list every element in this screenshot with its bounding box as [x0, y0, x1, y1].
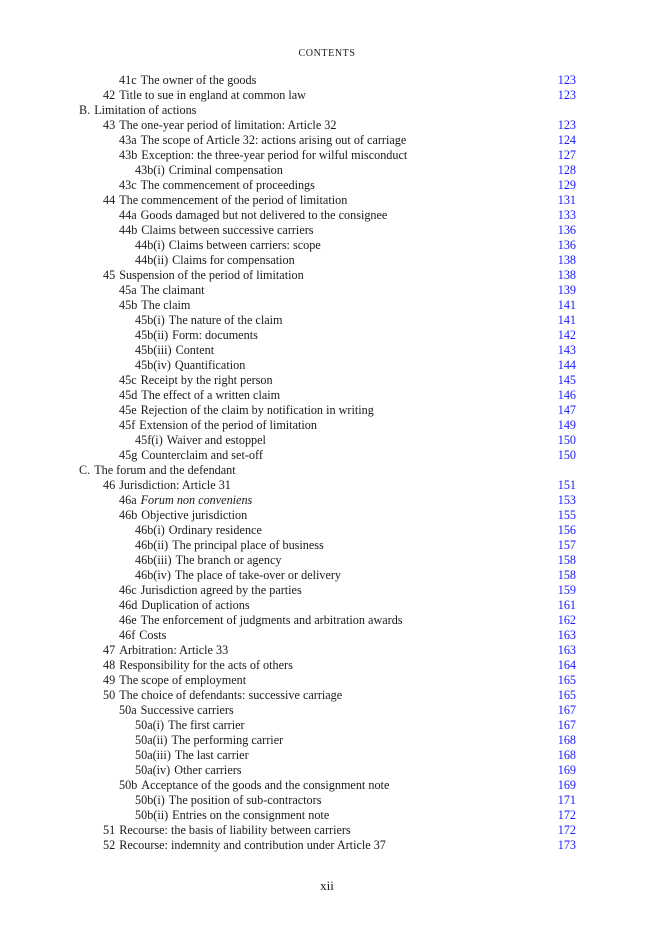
toc-entry-number: 45b: [119, 298, 138, 312]
toc-entry[interactable]: [79, 553, 576, 568]
toc-page-link[interactable]: 144: [557, 358, 576, 372]
toc-entry[interactable]: [79, 778, 576, 793]
toc-entry[interactable]: [79, 343, 576, 358]
toc-entry[interactable]: [79, 448, 576, 463]
toc-entry-number: 44b(i): [135, 238, 165, 252]
toc-entry-label: [135, 358, 245, 373]
toc-page-link[interactable]: 158: [557, 553, 576, 567]
toc-entry[interactable]: [79, 568, 576, 583]
toc-entry[interactable]: [79, 733, 576, 748]
toc-entry-title: Duplication of actions: [141, 598, 250, 612]
toc-entry[interactable]: [79, 238, 576, 253]
toc-entry[interactable]: [79, 538, 576, 553]
page-number: xii: [320, 878, 334, 893]
toc-entry-number: 46d: [119, 598, 138, 612]
toc-entry-title: The position of sub-contractors: [168, 793, 322, 807]
toc-entry-title: Successive carriers: [140, 703, 234, 717]
toc-entry-number: 44b(ii): [135, 253, 169, 267]
toc-entry[interactable]: [79, 253, 576, 268]
toc-entry-title: Objective jurisdiction: [141, 508, 248, 522]
toc-entry-title: The owner of the goods: [140, 73, 257, 87]
toc-entry[interactable]: [79, 523, 576, 538]
toc-entry-title: The claim: [141, 298, 191, 312]
toc-entry[interactable]: [79, 373, 576, 388]
toc-page-link[interactable]: 136: [557, 238, 576, 252]
toc-entry-number: 50a(i): [135, 718, 165, 732]
toc-entry-title: Waiver and estoppel: [166, 433, 266, 447]
toc-entry-label: [119, 628, 166, 643]
toc-entry[interactable]: [79, 418, 576, 433]
toc-page-link[interactable]: 151: [557, 478, 576, 492]
toc-entry[interactable]: [79, 358, 576, 373]
toc-page-link[interactable]: 167: [557, 718, 576, 732]
toc-page-link[interactable]: 172: [557, 823, 576, 837]
toc-entry[interactable]: [79, 193, 576, 208]
toc-page-link[interactable]: 146: [557, 388, 576, 402]
toc-page-link[interactable]: 150: [557, 448, 576, 462]
toc-page-link[interactable]: 123: [557, 73, 576, 87]
toc-entry-title: Recourse: indemnity and contribution under Article 37: [119, 838, 386, 852]
toc-entry-label: [103, 118, 336, 133]
toc-entry-number: 50b(ii): [135, 808, 169, 822]
toc-entry-title: Title to sue in england at common law: [119, 88, 306, 102]
toc-entry-title: Arbitration: Article 33: [119, 643, 229, 657]
toc-entry-label: [119, 73, 256, 88]
toc-page-link[interactable]: 168: [557, 733, 576, 747]
toc-entry[interactable]: [79, 643, 576, 658]
toc-page-link[interactable]: 172: [557, 808, 576, 822]
toc-entry-label: [135, 733, 283, 748]
toc-entry-label: [119, 388, 280, 403]
toc-page-link[interactable]: 156: [557, 523, 576, 537]
toc-entry-label: [103, 658, 293, 673]
toc-entry-title: The first carrier: [168, 718, 245, 732]
toc-entry-title: The scope of employment: [119, 673, 247, 687]
toc-page-link[interactable]: 138: [557, 268, 576, 282]
toc-entry-label: [79, 103, 196, 118]
toc-entry-label: [135, 553, 281, 568]
toc-entry[interactable]: [79, 403, 576, 418]
toc-entry[interactable]: [79, 583, 576, 598]
toc-entry-number: 45b(i): [135, 313, 165, 327]
toc-entry-number: 46b(ii): [135, 538, 169, 552]
toc-entry-title: Quantification: [174, 358, 246, 372]
toc-page-link[interactable]: 169: [557, 763, 576, 777]
toc-entry-title: The choice of defendants: successive carriage: [119, 688, 343, 702]
toc-entry-title: Goods damaged but not delivered to the consignee: [140, 208, 388, 222]
running-header: CONTENTS: [298, 48, 356, 59]
toc-entry-title: Content: [175, 343, 215, 357]
toc-entry-number: 50a(iv): [135, 763, 171, 777]
toc-page-link[interactable]: 168: [557, 748, 576, 762]
toc-entry-number: 43: [103, 118, 116, 132]
toc-entry-title: Suspension of the period of limitation: [119, 268, 304, 282]
toc-page-link[interactable]: 165: [557, 673, 576, 687]
toc-page-link[interactable]: 136: [557, 223, 576, 237]
toc-entry-title: Claims between carriers: scope: [168, 238, 321, 252]
toc-page-link[interactable]: 167: [557, 703, 576, 717]
toc-entry-number: 46: [103, 478, 116, 492]
toc-page-link[interactable]: 129: [557, 178, 576, 192]
toc-entry[interactable]: [79, 118, 576, 133]
toc-page-link[interactable]: 133: [557, 208, 576, 222]
toc-entry-title: The commencement of proceedings: [140, 178, 315, 192]
toc-entry-number: 50b(i): [135, 793, 165, 807]
toc-entry[interactable]: [79, 673, 576, 688]
toc-entry[interactable]: [79, 808, 576, 823]
toc-entry-number: 46f: [119, 628, 136, 642]
toc-page-link[interactable]: 155: [557, 508, 576, 522]
toc-entry-number: 46b(i): [135, 523, 165, 537]
toc-entry[interactable]: [79, 763, 576, 778]
toc-entry[interactable]: [79, 268, 576, 283]
toc-entry-label: [119, 178, 315, 193]
toc-entry[interactable]: [79, 658, 576, 673]
toc-page-link[interactable]: 139: [557, 283, 576, 297]
toc-entry-number: 50a: [119, 703, 137, 717]
toc-entry-title: Exception: the three-year period for wilful misconduct: [141, 148, 408, 162]
toc-entry-label: [135, 568, 341, 583]
toc-entry[interactable]: [79, 838, 576, 853]
toc-entry[interactable]: [79, 433, 576, 448]
toc-entry-title: Forum non conveniens: [140, 493, 253, 507]
toc-entry-title: The branch or agency: [175, 553, 282, 567]
toc-entry-number: 46e: [119, 613, 137, 627]
toc-entry[interactable]: [79, 178, 576, 193]
toc-entry-label: [103, 478, 231, 493]
toc-entry-label: [119, 133, 406, 148]
toc-entry-label: [135, 238, 321, 253]
toc-entry-number: 43b: [119, 148, 138, 162]
toc-page-link[interactable]: 150: [557, 433, 576, 447]
toc-page-link[interactable]: 173: [557, 838, 576, 852]
toc-page-link[interactable]: 147: [557, 403, 576, 417]
toc-entry-title: Claims between successive carriers: [141, 223, 314, 237]
toc-page-link[interactable]: 145: [557, 373, 576, 387]
toc-entry-title: Form: documents: [172, 328, 258, 342]
toc-entry-number: 46a: [119, 493, 137, 507]
toc-entry-title: Entries on the consignment note: [172, 808, 330, 822]
toc-entry-title: The claimant: [140, 283, 205, 297]
toc-page-link[interactable]: 142: [557, 328, 576, 342]
toc-entry[interactable]: [79, 328, 576, 343]
toc-entry[interactable]: [79, 748, 576, 763]
toc-entry-label: [135, 538, 324, 553]
toc-entry-number: 43c: [119, 178, 137, 192]
toc-entry-title: Limitation of actions: [94, 103, 197, 117]
toc-entry-number: 45e: [119, 403, 137, 417]
toc-entry[interactable]: [79, 223, 576, 238]
toc-entry-number: C.: [79, 463, 91, 477]
toc-entry-title: Responsibility for the acts of others: [119, 658, 293, 672]
toc-entry-number: 50a(iii): [135, 748, 171, 762]
toc-entry-number: 51: [103, 823, 116, 837]
toc-entry-title: The enforcement of judgments and arbitration awards: [140, 613, 403, 627]
toc-entry[interactable]: [79, 298, 576, 313]
toc-entry-label: [119, 598, 250, 613]
toc-page-link[interactable]: 169: [557, 778, 576, 792]
toc-entry-label: [135, 763, 242, 778]
toc-entry-title: Receipt by the right person: [140, 373, 273, 387]
toc-page-link[interactable]: 131: [557, 193, 576, 207]
toc-entry-number: 45c: [119, 373, 137, 387]
toc-entry-label: [103, 838, 386, 853]
toc-entry[interactable]: [79, 508, 576, 523]
toc-page-link[interactable]: 123: [557, 88, 576, 102]
toc-entry-label: [103, 673, 246, 688]
toc-entry-number: 45b(iv): [135, 358, 171, 372]
toc-entry-title: Other carriers: [174, 763, 242, 777]
toc-page-link[interactable]: 143: [557, 343, 576, 357]
toc-page-link[interactable]: 149: [557, 418, 576, 432]
toc-page-link[interactable]: 123: [557, 118, 576, 132]
toc-page-link[interactable]: 138: [557, 253, 576, 267]
toc-entry-title: The effect of a written claim: [141, 388, 281, 402]
toc-entry-label: [119, 298, 190, 313]
toc-entry-label: [135, 808, 329, 823]
toc-entry[interactable]: [79, 823, 576, 838]
toc-entry-number: 43b(i): [135, 163, 165, 177]
toc-entry-label: [119, 283, 205, 298]
toc-part-heading: [79, 463, 576, 478]
toc-entry-label: [119, 403, 374, 418]
toc-entry-title: The place of take-over or delivery: [174, 568, 342, 582]
toc-entry-number: 45d: [119, 388, 138, 402]
toc-entry-title: Costs: [139, 628, 167, 642]
toc-entry-number: 44b: [119, 223, 138, 237]
toc-entry[interactable]: [79, 88, 576, 103]
toc-entry[interactable]: [79, 613, 576, 628]
toc-entry-number: 45g: [119, 448, 138, 462]
toc-entry-label: [135, 163, 283, 178]
toc-entry[interactable]: [79, 208, 576, 223]
toc-entry-label: [103, 688, 342, 703]
toc-page-link[interactable]: 141: [557, 298, 576, 312]
toc-entry-label: [103, 268, 304, 283]
toc-entry-number: 45b(ii): [135, 328, 169, 342]
toc-entry-label: [119, 508, 247, 523]
toc-entry[interactable]: [79, 283, 576, 298]
toc-entry-label: [79, 463, 236, 478]
toc-entry[interactable]: [79, 493, 576, 508]
toc-entry-label: [119, 613, 403, 628]
toc-entry-label: [103, 643, 228, 658]
toc-entry-number: 45f: [119, 418, 136, 432]
toc-entry[interactable]: [79, 73, 576, 88]
toc-entry-label: [119, 418, 317, 433]
toc-entry-title: Criminal compensation: [168, 163, 283, 177]
toc-entry[interactable]: [79, 688, 576, 703]
toc-entry-title: Extension of the period of limitation: [139, 418, 317, 432]
toc-entry-label: [119, 703, 234, 718]
toc-entry[interactable]: [79, 388, 576, 403]
toc-entry-label: [119, 223, 314, 238]
toc-entry[interactable]: [79, 793, 576, 808]
toc-entry[interactable]: [79, 163, 576, 178]
toc-entry-number: 45a: [119, 283, 137, 297]
toc-entry-title: The scope of Article 32: actions arising out of carriage: [140, 133, 407, 147]
toc-entry-number: 46b: [119, 508, 138, 522]
toc-page-link[interactable]: 162: [557, 613, 576, 627]
toc-entry-title: Claims for compensation: [172, 253, 295, 267]
toc-page-link[interactable]: 164: [557, 658, 576, 672]
toc-entry-title: The one-year period of limitation: Article 32: [119, 118, 337, 132]
toc-page-link[interactable]: 163: [557, 643, 576, 657]
toc-entry-label: [119, 583, 302, 598]
toc-entry-label: [119, 373, 273, 388]
toc-page-link[interactable]: 163: [557, 628, 576, 642]
toc-page-link[interactable]: 141: [557, 313, 576, 327]
toc-entry-number: 46c: [119, 583, 137, 597]
toc-entry-number: 50a(ii): [135, 733, 168, 747]
toc-entry[interactable]: [79, 598, 576, 613]
toc-part-heading: [79, 103, 576, 118]
toc-entry-label: [135, 253, 295, 268]
toc-page-link[interactable]: 171: [557, 793, 576, 807]
toc-entry-title: The forum and the defendant: [94, 463, 236, 477]
toc-entry-number: 47: [103, 643, 116, 657]
toc-entry-label: [135, 718, 245, 733]
toc-entry-label: [119, 493, 252, 508]
toc-entry-label: [119, 778, 389, 793]
toc-entry-label: [103, 823, 351, 838]
toc-entry-label: [135, 523, 262, 538]
toc-entry-title: The commencement of the period of limitation: [119, 193, 348, 207]
toc-entry-label: [119, 448, 263, 463]
toc-page-link[interactable]: 127: [557, 148, 576, 162]
toc-page-link[interactable]: 161: [557, 598, 576, 612]
toc-entry[interactable]: [79, 133, 576, 148]
toc-entry-label: [135, 793, 321, 808]
toc-entry-number: B.: [79, 103, 91, 117]
toc-entry-title: Acceptance of the goods and the consignment note: [141, 778, 390, 792]
toc-entry-number: 41c: [119, 73, 137, 87]
toc-entry-number: 45b(iii): [135, 343, 172, 357]
toc-entry-number: 45: [103, 268, 116, 282]
toc-entry-number: 49: [103, 673, 116, 687]
toc-entry-number: 44: [103, 193, 116, 207]
toc-entry[interactable]: [79, 478, 576, 493]
toc-entry[interactable]: [79, 718, 576, 733]
toc-entry-label: [135, 343, 214, 358]
toc-entry-number: 46b(iii): [135, 553, 172, 567]
toc-entry-label: [103, 88, 306, 103]
toc-entry-title: The principal place of business: [172, 538, 324, 552]
toc-entry-number: 48: [103, 658, 116, 672]
toc-entry-label: [119, 148, 407, 163]
toc-entry[interactable]: [79, 703, 576, 718]
toc-entry-label: [119, 208, 387, 223]
toc-entry-title: Recourse: the basis of liability between carriers: [119, 823, 351, 837]
toc-entry-title: Rejection of the claim by notification in writing: [140, 403, 374, 417]
toc-entry-number: 46b(iv): [135, 568, 171, 582]
toc-page-link[interactable]: 159: [557, 583, 576, 597]
toc-entry-title: Counterclaim and set-off: [141, 448, 263, 462]
toc-entry-title: Jurisdiction: Article 31: [119, 478, 231, 492]
toc-entry-label: [135, 748, 249, 763]
toc-entry-label: [103, 193, 347, 208]
toc-entry-title: The performing carrier: [171, 733, 284, 747]
toc-entry-number: 45f(i): [135, 433, 163, 447]
toc-entry-title: The last carrier: [174, 748, 249, 762]
toc-entry-label: [135, 328, 258, 343]
toc-page-link[interactable]: 153: [557, 493, 576, 507]
toc-page-link[interactable]: 124: [557, 133, 576, 147]
toc-entry-number: 52: [103, 838, 116, 852]
table-of-contents: [79, 73, 576, 853]
toc-entry-number: 44a: [119, 208, 137, 222]
toc-entry-title: Jurisdiction agreed by the parties: [140, 583, 302, 597]
toc-entry[interactable]: [79, 313, 576, 328]
toc-page-link[interactable]: 128: [557, 163, 576, 177]
toc-entry-number: 50: [103, 688, 116, 702]
toc-page-link[interactable]: 157: [557, 538, 576, 552]
toc-entry-title: Ordinary residence: [168, 523, 262, 537]
toc-entry-number: 43a: [119, 133, 137, 147]
toc-entry-title: The nature of the claim: [168, 313, 283, 327]
toc-entry-number: 50b: [119, 778, 138, 792]
toc-page-link[interactable]: 158: [557, 568, 576, 582]
toc-entry-label: [135, 433, 266, 448]
toc-entry[interactable]: [79, 148, 576, 163]
toc-entry[interactable]: [79, 628, 576, 643]
toc-page-link[interactable]: 165: [557, 688, 576, 702]
toc-entry-label: [135, 313, 283, 328]
toc-entry-number: 42: [103, 88, 116, 102]
